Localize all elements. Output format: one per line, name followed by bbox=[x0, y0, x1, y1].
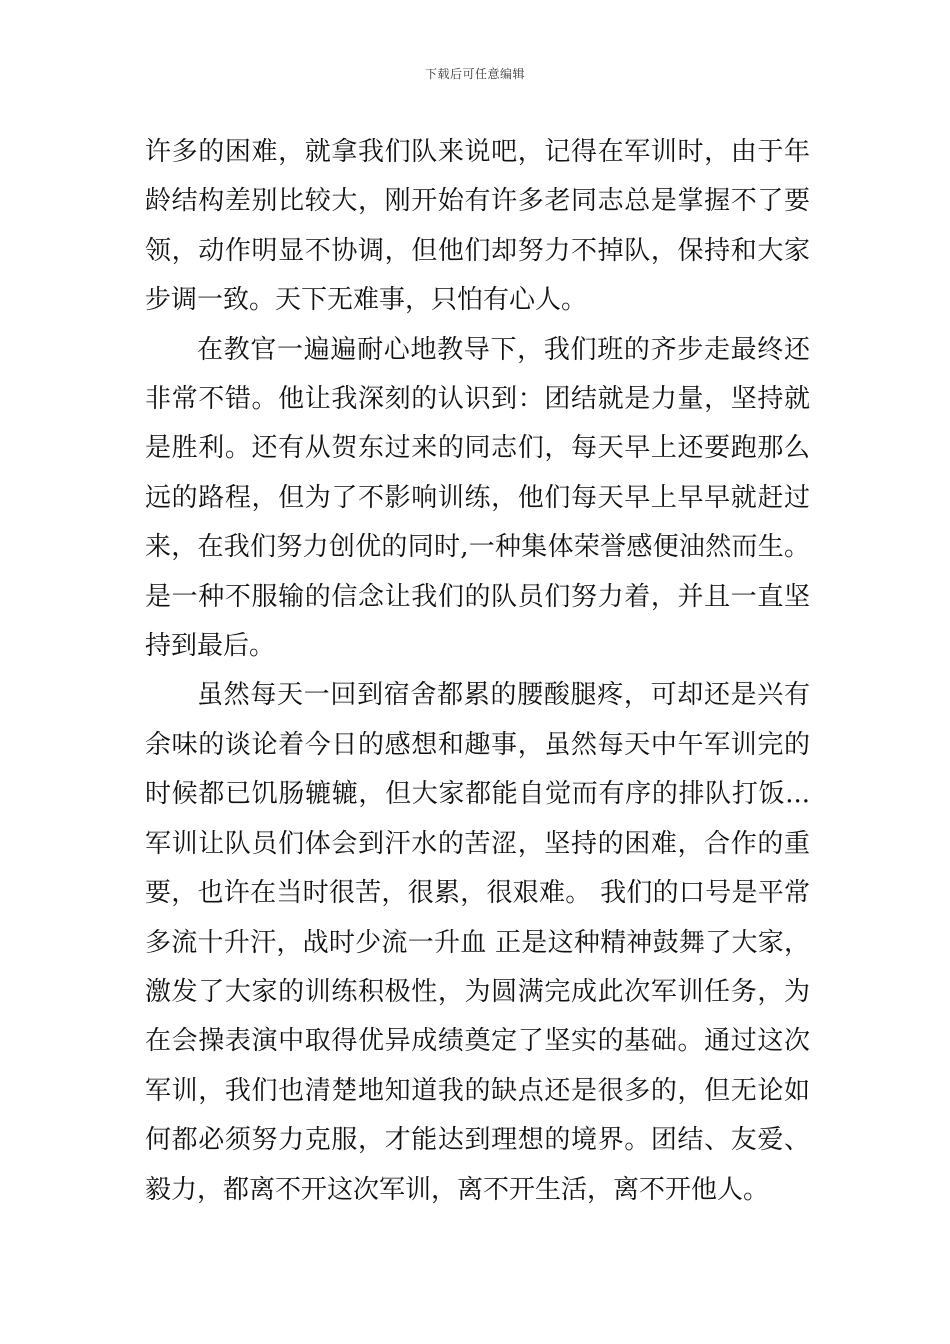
paragraph-3: 虽然每天一回到宿舍都累的腰酸腿疼，可却还是兴有余味的谈论着今日的感想和趣事，虽然每天中午军训完的时候都已饥肠辘辘，但大家都能自觉而有序的排队打饭...军训让队员们体会到汗水的苦涩，坚持的困难，合作的重要，也许在当时很苦，很累，很艰难。 我们的口号是平常多流十升汗，战时少流一升血 正是这种精神鼓舞了大家，激发了大家的训练积极性，为圆满完成此次军训任务，为在会操表演中取得优异成绩奠定了坚实的基础。通过这次军训，我们也清楚地知道我的缺点还是很多的，但无论如何都必须努力克服，才能达到理想的境界。团结、友爱、毅力，都离不开这次军训，离不开生活，离不开他人。 bbox=[145, 680, 810, 1205]
document-body bbox=[145, 128, 810, 1215]
page-header-note: 下载后可任意编辑 bbox=[424, 67, 525, 81]
paragraph-2: 在教官一遍遍耐心地教导下，我们班的齐步走最终还非常不错。他让我深刻的认识到：团结就是力量，坚持就是胜利。还有从贺东过来的同志们，每天早上还要跑那么远的路程，但为了不影响训练，他们每天早上早早就赶过来，在我们努力创优的同时,一种集体荣誉感便油然而生。是一种不服输的信念让我们的队员们努力着，并且一直坚持到最后。 bbox=[145, 334, 810, 662]
paragraph-1: 许多的困难，就拿我们队来说吧，记得在军训时，由于年龄结构差别比较大，刚开始有许多老同志总是掌握不了要领，动作明显不协调，但他们却努力不掉队，保持和大家步调一致。天下无难事，只怕有心人。 bbox=[145, 137, 810, 316]
